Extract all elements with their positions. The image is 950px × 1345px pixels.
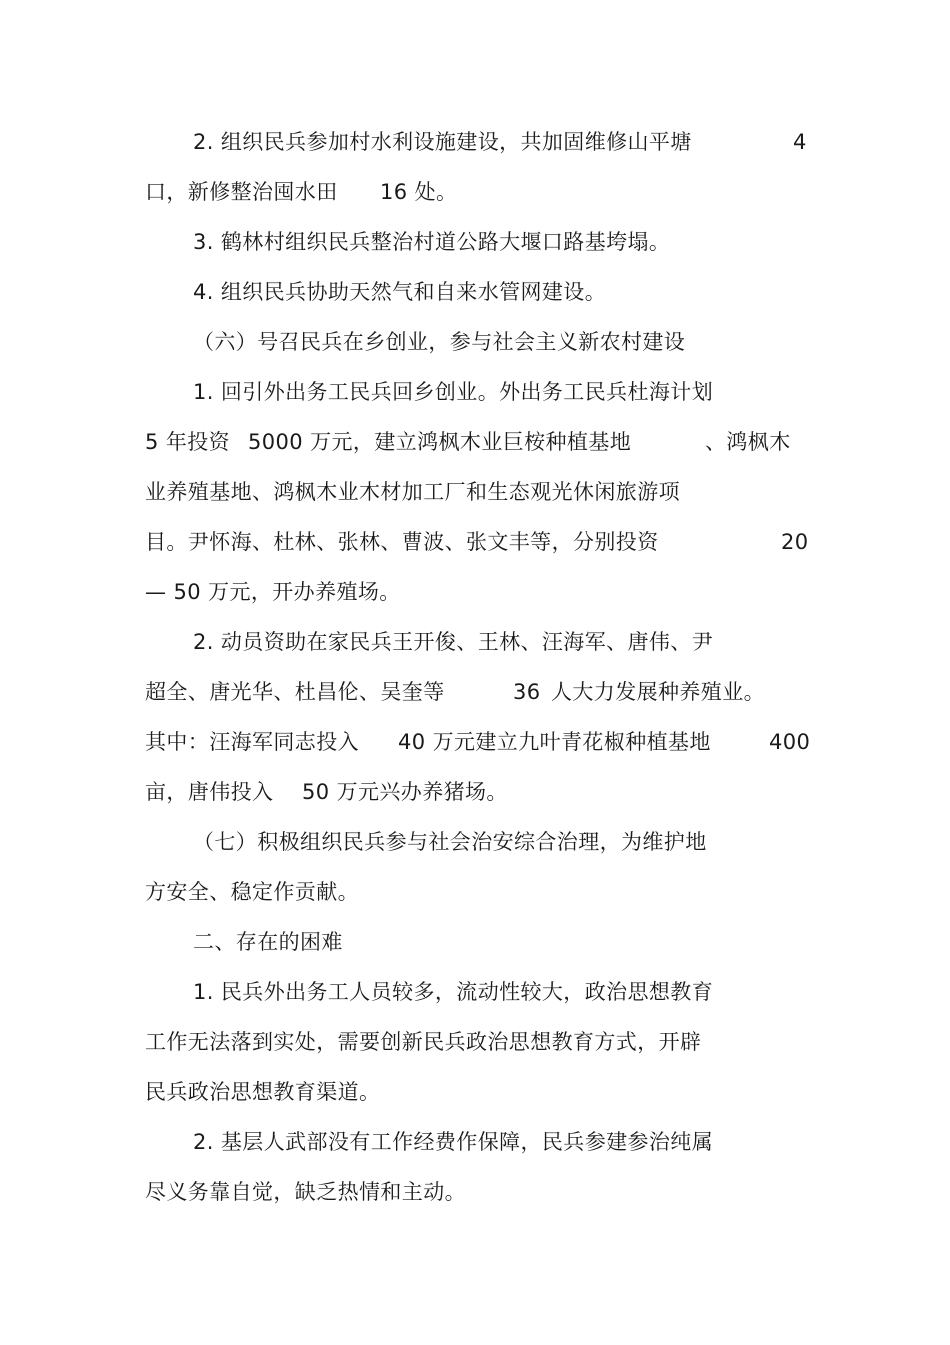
- text-segment: 20: [781, 530, 809, 554]
- text-segment: 5000 万元，建立鸿枫木业巨桉种植基地: [248, 430, 632, 454]
- text-segment: 亩，唐伟投入: [145, 780, 274, 804]
- text-segment: 、鸿枫木: [705, 430, 791, 454]
- text-segment: 2. 组织民兵参加村水利设施建设，共加固维修山平塘: [193, 130, 692, 154]
- text-segment: 5 年投资: [145, 430, 231, 454]
- text-segment: 工作无法落到实处，需要创新民兵政治思想教育方式，开辟: [145, 1030, 702, 1054]
- text-segment: 目。尹怀海、杜林、张林、曹波、张文丰等，分别投资: [145, 530, 659, 554]
- text-segment: 40 万元建立九叶青花椒种植基地: [398, 730, 711, 754]
- text-segment: 3. 鹤林村组织民兵整治村道公路大堰口路基垮塌。: [193, 230, 671, 254]
- text-segment: 方安全、稳定作贡献。: [145, 880, 359, 904]
- text-segment: （七）积极组织民兵参与社会治安综合治理，为维护地: [193, 830, 707, 854]
- text-segment: 1. 民兵外出务工人员较多，流动性较大，政治思想教育: [193, 980, 714, 1004]
- text-segment: 民兵政治思想教育渠道。: [145, 1080, 381, 1104]
- text-segment: 业养殖基地、鸿枫木业木材加工厂和生态观光休闲旅游项: [145, 480, 680, 504]
- text-segment: 其中：汪海军同志投入: [145, 730, 359, 754]
- text-segment: 人大力发展种养殖业。: [551, 680, 765, 704]
- text-segment: 16 处。: [380, 180, 458, 204]
- text-segment: 二、存在的困难: [193, 930, 343, 954]
- text-segment: 超全、唐光华、杜昌伦、吴奎等: [145, 680, 445, 704]
- text-segment: 尽义务靠自觉，缺乏热情和主动。: [145, 1180, 466, 1204]
- text-segment: 50 万元兴办养猪场。: [302, 780, 508, 804]
- text-segment: 36: [513, 680, 541, 704]
- text-segment: 1. 回引外出务工民兵回乡创业。外出务工民兵杜海计划: [193, 380, 714, 404]
- text-segment: 400: [769, 730, 811, 754]
- text-segment: 4. 组织民兵协助天然气和自来水管网建设。: [193, 280, 607, 304]
- text-segment: — 50 万元，开办养殖场。: [145, 580, 401, 604]
- text-segment: 口，新修整治囤水田: [145, 180, 338, 204]
- text-segment: 2. 基层人武部没有工作经费作保障，民兵参建参治纯属: [193, 1130, 714, 1154]
- text-segment: （六）号召民兵在乡创业，参与社会主义新农村建设: [193, 330, 686, 354]
- text-segment: 4: [793, 130, 807, 154]
- text-segment: 2. 动员资助在家民兵王开俊、王林、汪海军、唐伟、尹: [193, 630, 714, 654]
